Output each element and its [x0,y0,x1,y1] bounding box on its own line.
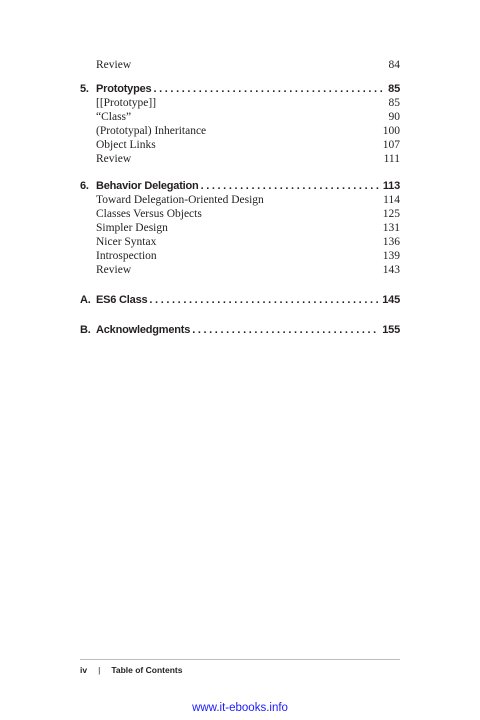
appendix-letter: A. [80,294,91,306]
appendix-page: 155 [382,324,400,336]
chapter-title: Behavior Delegation [96,180,199,192]
toc-entry-page: 107 [382,139,400,151]
footer-separator: | [98,665,101,675]
chapter-number: 5. [80,83,89,95]
toc-chapter-5[interactable] [80,82,400,96]
toc-entry-page: 111 [383,153,400,165]
watermark-link[interactable]: www.it-ebooks.info [192,702,288,714]
toc-entry-label: (Prototypal) Inheritance [96,125,207,137]
toc-entry-review-top[interactable] [80,58,400,72]
toc-entry[interactable] [80,152,400,166]
toc-entry-page: 125 [382,208,400,220]
toc-entry-page: 139 [382,250,400,262]
toc-entry-page: 114 [383,194,400,206]
toc-entry-page: 136 [382,236,400,248]
toc-entry[interactable] [80,193,400,207]
toc-entry[interactable] [80,110,400,124]
toc-entry-label: Object Links [96,139,156,151]
toc-entry[interactable] [80,235,400,249]
toc-entry-label: Introspection [96,250,157,262]
toc-entry-label: Simpler Design [96,222,168,234]
dot-leader [192,323,378,337]
toc-entry[interactable] [80,221,400,235]
footer-section-title: Table of Contents [111,665,183,675]
dot-leader [153,82,384,96]
toc-entry-page: 143 [382,264,400,276]
footer-divider [80,659,400,660]
dot-leader [201,179,379,193]
page-footer [80,665,182,675]
toc-entry-label: “Class” [96,111,132,123]
toc-entry-page: 131 [382,222,400,234]
toc-entry[interactable] [80,96,400,110]
toc-entry-label: Nicer Syntax [96,236,157,248]
toc-entry-label: Review [96,264,132,276]
chapter-number: 6. [80,180,89,192]
chapter-page: 113 [382,180,400,192]
appendix-title: Acknowledgments [96,324,191,336]
toc-entry-label: Toward Delegation-Oriented Design [96,194,264,206]
toc-entry-page: 84 [388,59,400,71]
toc-appendix-a[interactable] [80,293,400,307]
toc-entry[interactable] [80,207,400,221]
toc-entry-page: 90 [388,111,400,123]
toc-entry[interactable] [80,249,400,263]
toc-entry-page: 100 [382,125,400,137]
toc-chapter-6[interactable] [80,179,400,193]
toc-entry-label: Review [96,59,132,71]
appendix-title: ES6 Class [96,294,148,306]
footer-page-number: iv [80,665,88,675]
toc-entry[interactable] [80,124,400,138]
toc-entry[interactable] [80,138,400,152]
chapter-page: 85 [388,83,400,95]
toc-entry-page: 85 [388,97,400,109]
toc-entry-label: Classes Versus Objects [96,208,202,220]
toc-entry-label: Review [96,153,132,165]
dot-leader [149,293,378,307]
table-of-contents [80,58,400,337]
toc-appendix-b[interactable] [80,323,400,337]
appendix-page: 145 [382,294,400,306]
toc-entry-label: [[Prototype]] [96,97,157,109]
toc-entry[interactable] [80,263,400,277]
chapter-title: Prototypes [96,83,152,95]
appendix-letter: B. [80,324,91,336]
